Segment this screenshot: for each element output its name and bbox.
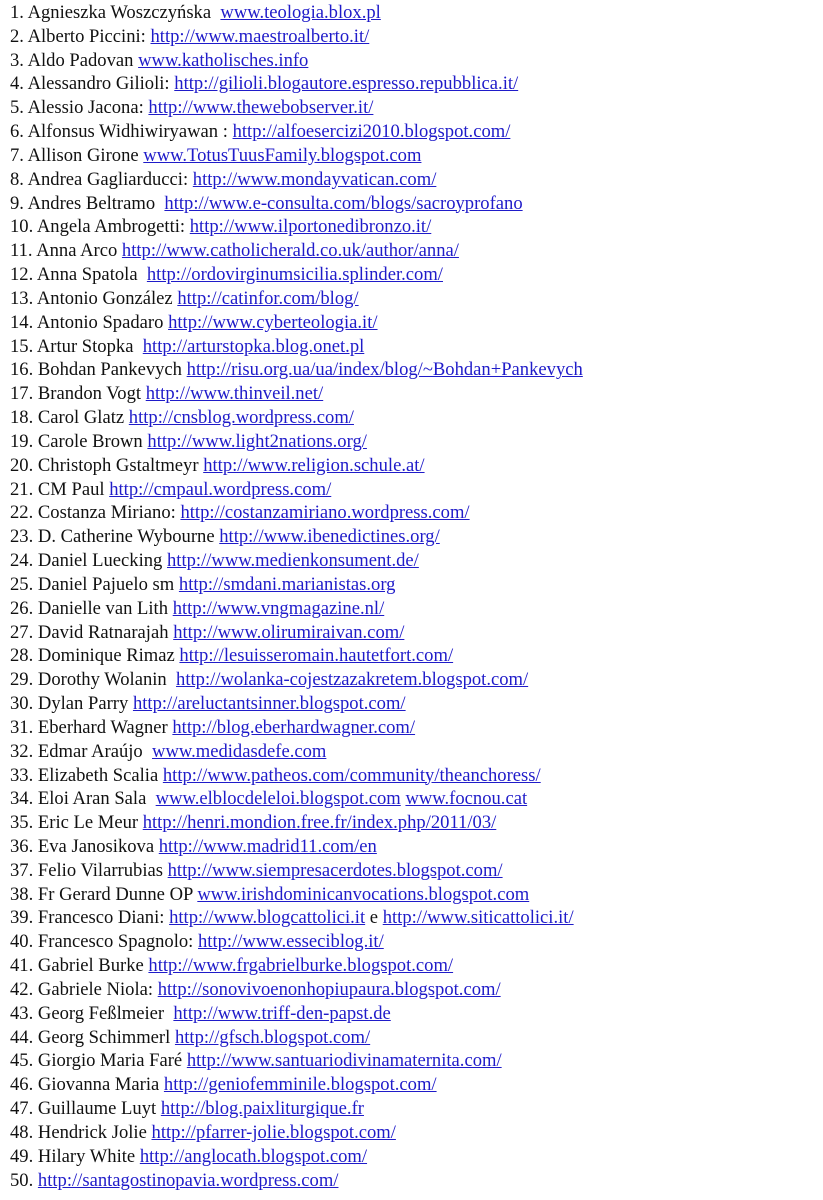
item-number: 4.	[10, 73, 24, 95]
list-item	[10, 1002, 583, 1026]
blog-link[interactable]: http://www.thinveil.net/	[145, 383, 324, 405]
list-item	[10, 787, 583, 811]
author-name: Daniel Pajuelo sm	[37, 573, 175, 595]
separator	[167, 669, 176, 690]
blog-link[interactable]: http://www.ibenedictines.org/	[219, 526, 440, 548]
item-number: 5.	[10, 97, 24, 119]
item-number: 19.	[10, 430, 34, 452]
list-item	[10, 1, 583, 25]
list-item	[10, 954, 583, 978]
author-name: CM Paul	[37, 478, 105, 500]
item-number: 11.	[10, 240, 33, 262]
list-item	[10, 406, 583, 430]
list-item	[10, 978, 583, 1002]
blog-link[interactable]: http://henri.mondion.free.fr/index.php/2011/03/	[142, 812, 497, 834]
separator	[138, 264, 147, 285]
item-number: 34.	[10, 788, 34, 810]
author-name: Giovanna Maria	[37, 1074, 160, 1096]
blog-link[interactable]: http://www.frgabrielburke.blogspot.com/	[148, 955, 454, 977]
item-number: 6.	[10, 121, 24, 143]
list-item	[10, 835, 583, 859]
blog-link[interactable]: http://www.madrid11.com/en	[158, 835, 377, 857]
list-item	[10, 239, 583, 263]
author-name: Eva Janosikova	[37, 835, 155, 857]
list-item	[10, 144, 583, 168]
item-number: 1.	[10, 2, 24, 23]
item-number: 33.	[10, 764, 34, 786]
item-number: 17.	[10, 383, 34, 405]
blog-list	[10, 1, 583, 1192]
item-number: 18.	[10, 407, 34, 429]
blog-link[interactable]: http://smdani.marianistas.org	[178, 573, 396, 595]
item-number: 35.	[10, 812, 34, 834]
list-item	[10, 1097, 583, 1121]
item-number: 49.	[10, 1145, 34, 1167]
item-number: 21.	[10, 478, 34, 500]
blog-link[interactable]: http://risu.org.ua/ua/index/blog/~Bohdan+Pankevych	[186, 359, 583, 381]
author-name: Felio Vilarrubias	[37, 859, 163, 881]
author-name: Alberto Piccini:	[27, 25, 146, 47]
author-name: Anna Arco	[36, 240, 118, 262]
blog-link[interactable]: http://www.light2nations.org/	[147, 430, 367, 452]
item-number: 10.	[10, 216, 34, 238]
blog-link[interactable]: www.focnou.cat	[405, 788, 528, 810]
list-item	[10, 621, 583, 645]
list-item	[10, 930, 583, 954]
item-number: 40.	[10, 931, 34, 953]
blog-link[interactable]: http://anglocath.blogspot.com/	[139, 1145, 368, 1167]
author-name: Fr Gerard Dunne OP	[37, 883, 193, 905]
author-name: Dylan Parry	[37, 693, 129, 715]
author-name: Eloi Aran Sala	[37, 788, 147, 810]
list-item	[10, 25, 583, 49]
list-item	[10, 287, 583, 311]
item-number: 28.	[10, 645, 34, 667]
list-item	[10, 72, 583, 96]
author-name: Christoph Gstaltmeyr	[37, 454, 199, 476]
item-number: 43.	[10, 1002, 34, 1024]
item-number: 46.	[10, 1074, 34, 1096]
item-number: 7.	[10, 144, 24, 166]
separator	[133, 336, 142, 357]
list-item	[10, 96, 583, 120]
blog-link[interactable]: http://santagostinopavia.wordpress.com/	[37, 1169, 339, 1191]
list-item	[10, 501, 583, 525]
author-name: Dominique Rimaz	[37, 645, 175, 667]
list-item	[10, 549, 583, 573]
blog-link[interactable]: http://www.catholicherald.co.uk/author/anna/	[121, 240, 459, 262]
author-name: Gabriele Niola:	[37, 978, 154, 1000]
separator	[146, 788, 155, 809]
item-number: 27.	[10, 621, 34, 643]
blog-link[interactable]: http://ordovirginumsicilia.splinder.com/	[146, 264, 443, 286]
list-item	[10, 740, 583, 764]
item-number: 47.	[10, 1098, 34, 1120]
blog-link[interactable]: http://www.siticattolici.it/	[382, 907, 574, 929]
author-name: Eric Le Meur	[37, 812, 139, 834]
item-number: 25.	[10, 573, 34, 595]
author-name: Anna Spatola	[36, 264, 138, 286]
author-name: Francesco Diani:	[37, 907, 165, 929]
item-number: 24.	[10, 550, 34, 572]
blog-link[interactable]: http://catinfor.com/blog/	[177, 287, 359, 309]
author-name: Antonio Spadaro	[36, 311, 164, 333]
list-item	[10, 168, 583, 192]
item-number: 45.	[10, 1050, 34, 1072]
item-number: 8.	[10, 168, 24, 190]
blog-link[interactable]: www.medidasdefe.com	[152, 740, 327, 762]
blog-link[interactable]: http://www.religion.schule.at/	[203, 454, 425, 476]
author-name: Alessio Jacona:	[27, 97, 144, 119]
blog-link[interactable]: http://arturstopka.blog.onet.pl	[142, 335, 365, 357]
author-name: Carol Glatz	[37, 407, 125, 429]
blog-link[interactable]: http://www.esseciblog.it/	[198, 931, 384, 953]
blog-link[interactable]: www.irishdominicanvocations.blogspot.com	[197, 883, 530, 905]
item-number: 38.	[10, 883, 34, 905]
blog-link[interactable]: http://www.siempresacerdotes.blogspot.com/	[167, 859, 503, 881]
list-item	[10, 454, 583, 478]
blog-link[interactable]: http://gilioli.blogautore.espresso.repubblica.it/	[174, 73, 519, 95]
item-number: 26.	[10, 597, 34, 619]
blog-link[interactable]: http://www.olirumiraivan.com/	[173, 621, 405, 643]
list-item	[10, 716, 583, 740]
list-item	[10, 692, 583, 716]
list-item	[10, 597, 583, 621]
list-item	[10, 1049, 583, 1073]
list-item	[10, 358, 583, 382]
list-item	[10, 478, 583, 502]
item-number: 48.	[10, 1121, 34, 1143]
blog-link[interactable]: http://alfoesercizi2010.blogspot.com/	[232, 121, 511, 143]
blog-link[interactable]: http://www.vngmagazine.nl/	[172, 597, 385, 619]
author-name: Francesco Spagnolo:	[37, 931, 194, 953]
list-item	[10, 1145, 583, 1169]
author-name: Eberhard Wagner	[37, 716, 168, 738]
item-number: 3.	[10, 49, 24, 71]
list-item	[10, 859, 583, 883]
blog-link[interactable]: http://areluctantsinner.blogspot.com/	[132, 693, 406, 715]
author-name: Costanza Miriano:	[37, 502, 176, 524]
blog-link[interactable]: http://blog.eberhardwagner.com/	[172, 716, 416, 738]
item-number: 12.	[10, 264, 34, 286]
author-name: Bohdan Pankevych	[37, 359, 182, 381]
blog-link[interactable]: http://www.santuariodivinamaternita.com/	[186, 1050, 502, 1072]
blog-link[interactable]: http://www.ilportonedibronzo.it/	[189, 216, 432, 238]
list-item	[10, 215, 583, 239]
item-number: 32.	[10, 740, 34, 762]
item-number: 41.	[10, 955, 34, 977]
author-name: Danielle van Lith	[37, 597, 169, 619]
list-item	[10, 311, 583, 335]
blog-link[interactable]: http://sonovivoenonhopiupaura.blogspot.com/	[157, 978, 501, 1000]
author-name: Alfonsus Widhiwiryawan :	[27, 121, 228, 143]
item-number: 39.	[10, 907, 34, 929]
blog-link[interactable]: http://pfarrer-jolie.blogspot.com/	[151, 1121, 396, 1143]
author-name: Guillaume Luyt	[37, 1098, 157, 1120]
blog-link[interactable]: http://www.thewebobserver.it/	[148, 97, 374, 119]
author-name: Carole Brown	[37, 430, 143, 452]
blog-link[interactable]: http://blog.paixliturgique.fr	[160, 1098, 364, 1120]
list-item	[10, 1026, 583, 1050]
item-number: 9.	[10, 192, 24, 214]
author-name: Hendrick Jolie	[37, 1121, 147, 1143]
link-joiner: e	[365, 907, 383, 929]
item-number: 23.	[10, 526, 34, 548]
blog-link[interactable]: http://www.blogcattolici.it	[169, 907, 366, 929]
item-number: 20.	[10, 454, 34, 476]
list-item	[10, 764, 583, 788]
author-name: D. Catherine Wybourne	[37, 526, 215, 548]
author-name: Artur Stopka	[36, 335, 134, 357]
blog-link[interactable]: http://geniofemminile.blogspot.com/	[163, 1074, 437, 1096]
author-name: Georg Schimmerl	[37, 1026, 171, 1048]
item-number: 31.	[10, 716, 34, 738]
author-name: Alessandro Gilioli:	[27, 73, 170, 95]
author-name: Gabriel Burke	[37, 955, 144, 977]
author-name: Elizabeth Scalia	[37, 764, 159, 786]
item-number: 29.	[10, 669, 34, 691]
separator	[143, 741, 152, 762]
blog-link[interactable]: www.TotusTuusFamily.blogspot.com	[143, 144, 422, 166]
list-item	[10, 1121, 583, 1145]
list-item	[10, 430, 583, 454]
list-item	[10, 263, 583, 287]
author-name: Andrea Gagliarducci:	[27, 168, 189, 190]
list-item	[10, 525, 583, 549]
item-number: 13.	[10, 287, 34, 309]
blog-link[interactable]: http://cnsblog.wordpress.com/	[128, 407, 354, 429]
list-item	[10, 382, 583, 406]
blog-link[interactable]: http://wolanka-cojestzazakretem.blogspot.com/	[176, 669, 529, 691]
list-item	[10, 120, 583, 144]
author-name: Andres Beltramo	[27, 192, 156, 214]
blog-link[interactable]: http://www.maestroalberto.it/	[150, 25, 370, 47]
blog-link[interactable]: http://www.triff-den-papst.de	[173, 1002, 391, 1024]
author-name: Agnieszka Woszczyńska	[27, 2, 212, 23]
author-name: Giorgio Maria Faré	[37, 1050, 183, 1072]
author-name: Edmar Araújo	[37, 740, 143, 762]
blog-link[interactable]: www.elblocdeleloi.blogspot.com	[155, 788, 401, 810]
author-name: Daniel Luecking	[37, 550, 163, 572]
author-name: David Ratnarajah	[37, 621, 169, 643]
item-number: 16.	[10, 359, 34, 381]
item-number: 36.	[10, 835, 34, 857]
item-number: 14.	[10, 311, 34, 333]
list-item	[10, 644, 583, 668]
author-name: Georg Feßlmeier	[37, 1002, 165, 1024]
item-number: 50.	[10, 1169, 34, 1191]
blog-link[interactable]: http://lesuisseromain.hautetfort.com/	[179, 645, 454, 667]
list-item	[10, 811, 583, 835]
item-number: 30.	[10, 693, 34, 715]
blog-link[interactable]: http://cmpaul.wordpress.com/	[109, 478, 332, 500]
list-item	[10, 49, 583, 73]
item-number: 15.	[10, 335, 34, 357]
item-number: 44.	[10, 1026, 34, 1048]
blog-link[interactable]: http://www.e-consulta.com/blogs/sacroyprofano	[164, 192, 523, 214]
blog-link[interactable]: www.teologia.blox.pl	[220, 2, 381, 23]
author-name: Dorothy Wolanin	[37, 669, 167, 691]
item-number: 2.	[10, 25, 24, 47]
separator	[164, 1003, 173, 1024]
item-number: 42.	[10, 978, 34, 1000]
author-name: Angela Ambrogetti:	[36, 216, 186, 238]
blog-link[interactable]: http://www.patheos.com/community/theanchoress/	[162, 764, 541, 786]
list-item	[10, 883, 583, 907]
list-item	[10, 192, 583, 216]
item-number: 22.	[10, 502, 34, 524]
author-name: Brandon Vogt	[37, 383, 142, 405]
list-item	[10, 668, 583, 692]
separator	[211, 2, 220, 23]
list-item	[10, 1169, 583, 1193]
list-item	[10, 573, 583, 597]
author-name: Aldo Padovan	[27, 49, 134, 71]
blog-link[interactable]: http://gfsch.blogspot.com/	[174, 1026, 371, 1048]
list-item	[10, 335, 583, 359]
author-name: Antonio González	[36, 287, 173, 309]
author-name: Hilary White	[37, 1145, 136, 1167]
blog-link[interactable]: http://www.mondayvatican.com/	[192, 168, 437, 190]
item-number: 37.	[10, 859, 34, 881]
blog-link[interactable]: www.katholisches.info	[138, 49, 309, 71]
list-item	[10, 906, 583, 930]
blog-link[interactable]: http://www.medienkonsument.de/	[167, 550, 419, 572]
blog-link[interactable]: http://costanzamiriano.wordpress.com/	[180, 502, 470, 524]
author-name: Allison Girone	[27, 144, 139, 166]
list-item	[10, 1073, 583, 1097]
blog-link[interactable]: http://www.cyberteologia.it/	[168, 311, 378, 333]
